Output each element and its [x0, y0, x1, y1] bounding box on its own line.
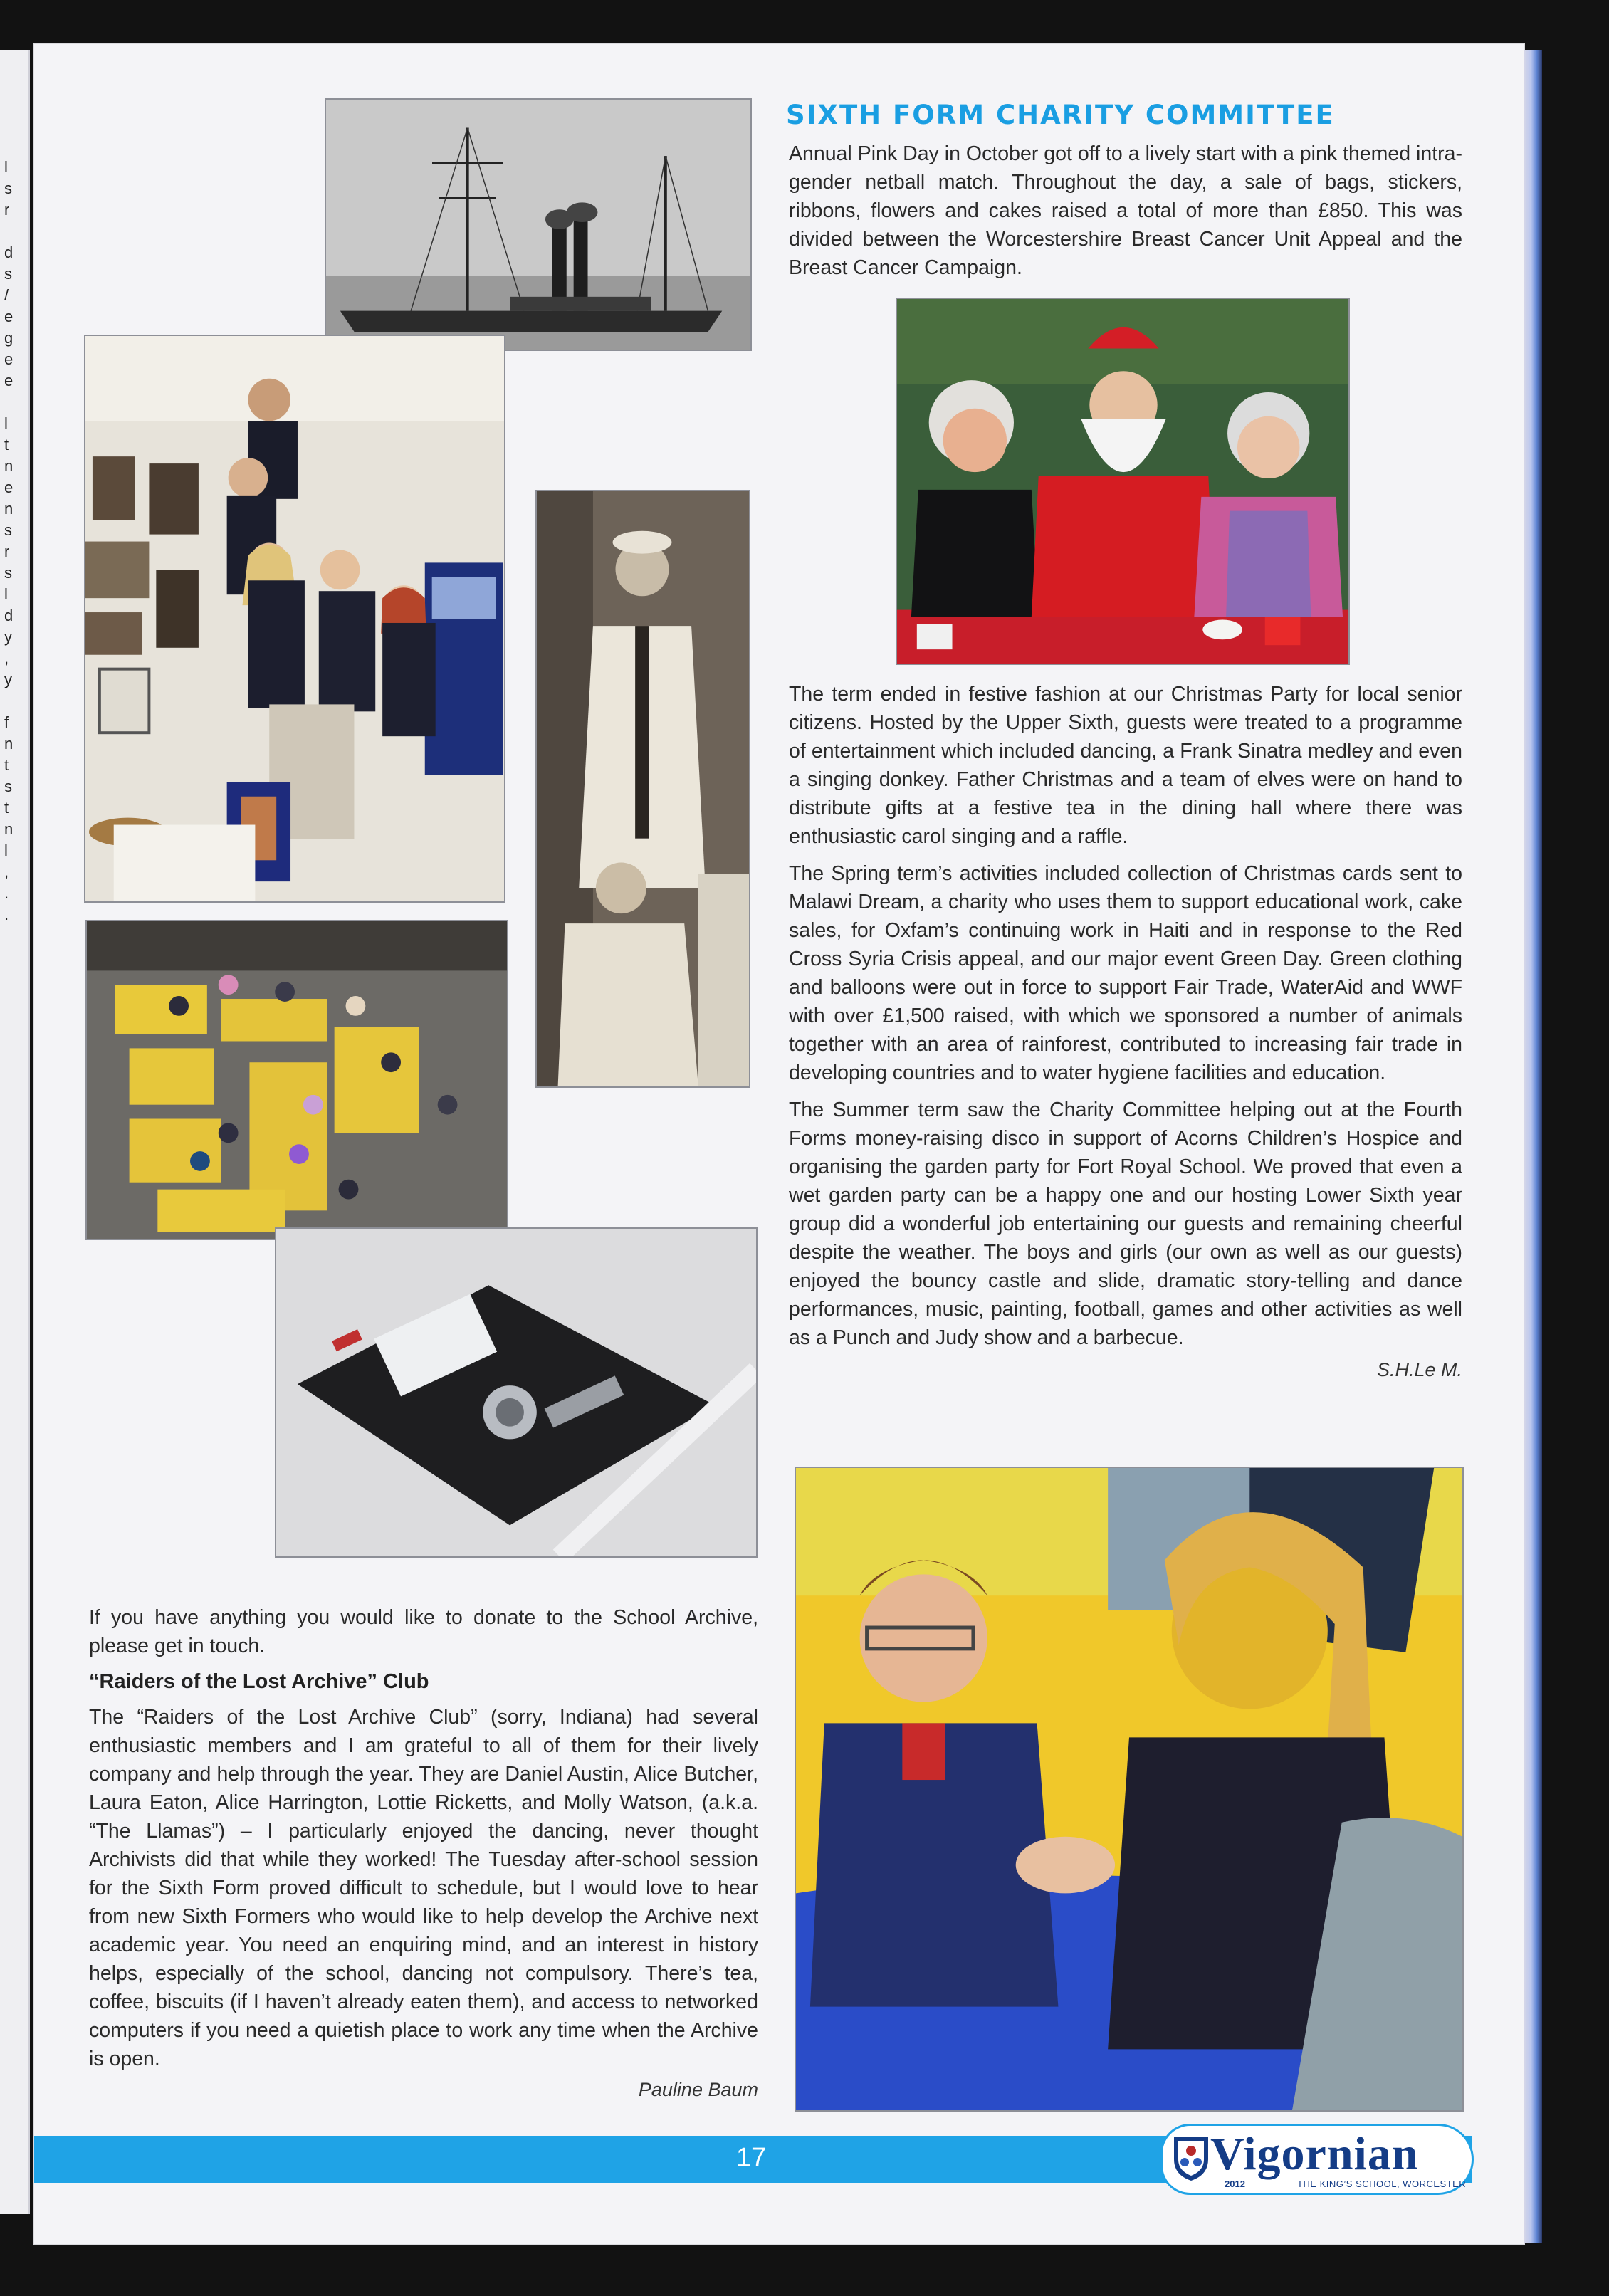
summer-term-paragraph: The Summer term saw the Charity Committee helping out at the Fourth Forms money-raising disco in support of Acorns Children’s Hospice and organising the garden party for Fort Royal School. We proved that even a wet garden party can be a happy one and our hosting Lower Sixth year group did a wonderful job entertaining our guests and remaining cheerful despite the weather. The boys and girls (our own as well as our guests) enjoyed the bouncy castle and slide, dramatic story-telling and dance performances, music, painting, football, games and other activities as well as a Punch and Judy show and a barbecue.: [789, 1099, 1462, 1349]
previous-page-text-fragments: l s r d s / e g e e l t n e n s r s l d y , y f n t s t n l , . .: [4, 158, 14, 923]
right-column-body: [789, 680, 1462, 1381]
page-stack-edge: [1524, 50, 1542, 2243]
left-column-text: [89, 1603, 758, 2101]
signature-right: S.H.Le M.: [1376, 1359, 1462, 1380]
photo-historic-steamship: [325, 98, 752, 351]
magazine-brand-name: Vigornian: [1210, 2128, 1419, 2180]
photo-students-archive-staircase: [84, 335, 505, 903]
raiders-club-paragraph: The “Raiders of the Lost Archive Club” (sorry, Indiana) had several enthusiastic members and I am grateful to all of them for their lively company and help through the year. They are Daniel Austin, Alice Butcher, Laura Eaton, Alice Harrington, Lottie Ricketts, and Molly Watson, (a.k.a. “The Llamas”) – I particularly enjoyed the dancing, never thought Archivists did that while they worked! The Tuesday after-school session for the Sixth Form proved difficult to schedule, but I would love to hear from new Sixth Formers who would like to help develop the Archive next academic year. You need an enquiring mind, and an interest in history helps, especially of the school, dancing not compulsory. There’s tea, coffee, biscuits (if I haven’t already eaten them), and access to networked computers if you need a quietish place to work any time when the Archive is open.: [89, 1706, 758, 2070]
photo-mousetrap-mechanism: [275, 1227, 758, 1558]
right-column-intro: [789, 140, 1462, 282]
photo-christmas-party-santa: [896, 298, 1350, 665]
photo-bouncy-castle-face-paint: [795, 1467, 1464, 2112]
spring-term-paragraph: The Spring term’s activities included collection of Christmas cards sent to Malawi Dream, a charity who uses them to support educational work, cake sales, for Oxfam’s continuing work in Haiti and in response to the Red Cross Syria Crisis appeal, and our major event Green Day. Green clothing and balloons were out in force to support Fair Trade, WaterAid and WWF with over £1,500 raised, with which we sponsored a number of animals together with an area of rainforest, contributed to increasing fair trade in developing countries and to water hygiene facilities and education.: [789, 862, 1462, 1084]
signature-left: Pauline Baum: [638, 2079, 758, 2100]
archive-donation-paragraph: If you have anything you would like to donate to the School Archive, please get in touch.: [89, 1606, 758, 1657]
christmas-party-paragraph: The term ended in festive fashion at our Christmas Party for local senior citizens. Hosted by the Upper Sixth, guests were treated to a programme of entertainment which included dancing, a Frank Sinatra medley and even a singing donkey. Father Christmas and a team of elves were on hand to distribute gifts at a festive tea in the dining hall where there was enthusiastic carol singing and a raffle.: [789, 683, 1462, 848]
school-name: THE KING’S SCHOOL, WORCESTER: [1297, 2179, 1467, 2189]
school-crest-icon: [1171, 2134, 1211, 2182]
pink-day-paragraph: Annual Pink Day in October got off to a lively start with a pink themed intra-gender netball match. Throughout the day, a sale of bags, stickers, ribbons, flowers and cakes raised a total of more than £850. This was divided between the Worcestershire Breast Cancer Unit Appeal and the Breast Cancer Campaign.: [789, 142, 1462, 279]
section-title: SIXTH FORM CHARITY COMMITTEE: [786, 100, 1335, 130]
magazine-year: 2012: [1225, 2179, 1245, 2189]
photo-vintage-boys-in-blazers: [535, 490, 750, 1088]
raiders-club-heading: “Raiders of the Lost Archive” Club: [89, 1670, 429, 1693]
photo-classroom-tables-overhead: [85, 920, 508, 1240]
previous-page-edge: [0, 50, 30, 2214]
page-number: 17: [735, 2143, 767, 2173]
